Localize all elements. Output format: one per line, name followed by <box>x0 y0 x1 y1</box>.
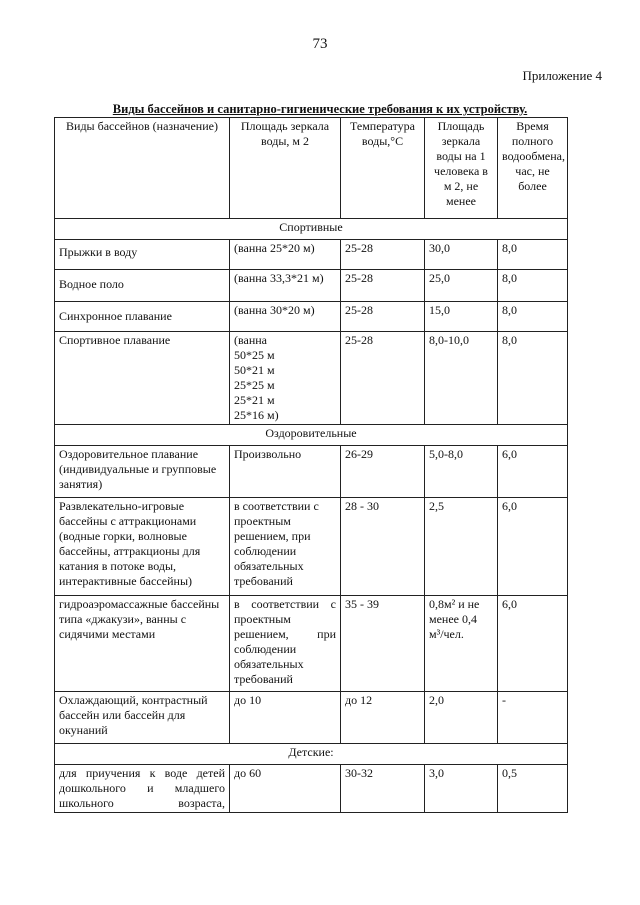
cell-area: до 60 <box>230 765 341 813</box>
cell-exchange: 6,0 <box>498 596 568 692</box>
table-row <box>55 332 568 425</box>
table-row <box>55 765 568 813</box>
table-row <box>55 596 568 692</box>
cell-per-person: 2,5 <box>425 498 498 596</box>
document-title: Виды бассейнов и санитарно-гигиенические требования к их устройству. <box>112 102 528 116</box>
section-row <box>55 219 568 240</box>
cell-temp: 28 - 30 <box>341 498 425 596</box>
cell-type: для приучения к воде детей дошкольного и младшего школьного возраста, <box>55 765 230 813</box>
cell-area: до 10 <box>230 692 341 744</box>
table-row <box>55 302 568 332</box>
cell-type: Развлекательно-игровые бассейны с аттракционами (водные горки, волновые бассейны, аттракционы для катания в потоке воды, интерактивные бассейны) <box>55 498 230 596</box>
cell-type: гидроаэромассажные бассейны типа «джакузи», ванны с сидячими местами <box>55 596 230 692</box>
cell-area: (ванна 25*20 м) <box>230 240 341 270</box>
cell-per-person: 8,0-10,0 <box>425 332 498 425</box>
cell-exchange: 8,0 <box>498 270 568 302</box>
table-row <box>55 498 568 596</box>
cell-per-person: 0,8м² и не менее 0,4 м³/чел. <box>425 596 498 692</box>
cell-type: Охлаждающий, контрастный бассейн или бассейн для окунаний <box>55 692 230 744</box>
cell-exchange: 8,0 <box>498 332 568 425</box>
cell-temp: 30-32 <box>341 765 425 813</box>
cell-per-person: 15,0 <box>425 302 498 332</box>
table-row <box>55 270 568 302</box>
section-title: Оздоровительные <box>55 425 568 446</box>
cell-area: Произвольно <box>230 446 341 498</box>
header-area: Площадь зеркала воды, м 2 <box>230 118 341 219</box>
cell-area: в соответствии с проектным решением, при соблюдении обязательных требований <box>230 498 341 596</box>
cell-temp: 35 - 39 <box>341 596 425 692</box>
cell-temp: 25-28 <box>341 302 425 332</box>
cell-per-person: 30,0 <box>425 240 498 270</box>
cell-type: Водное поло <box>55 270 230 302</box>
header-per-person: Площадь зеркала воды на 1 человека в м 2, не менее <box>425 118 498 219</box>
cell-exchange: 6,0 <box>498 498 568 596</box>
cell-exchange: 6,0 <box>498 446 568 498</box>
cell-area: (ванна 50*25 м 50*21 м 25*25 м 25*21 м 25*16 м) <box>230 332 341 425</box>
cell-exchange: - <box>498 692 568 744</box>
cell-per-person: 2,0 <box>425 692 498 744</box>
cell-type: Оздоровительное плавание (индивидуальные и групповые занятия) <box>55 446 230 498</box>
header-temp: Температура воды,°С <box>341 118 425 219</box>
cell-exchange: 0,5 <box>498 765 568 813</box>
cell-area: в соответствии с проектным решением, при соблюдении обязательных требований <box>230 596 341 692</box>
cell-type: Синхронное плавание <box>55 302 230 332</box>
section-row <box>55 425 568 446</box>
cell-exchange: 8,0 <box>498 240 568 270</box>
cell-type: Спортивное плавание <box>55 332 230 425</box>
header-type: Виды бассейнов (назначение) <box>55 118 230 219</box>
section-title: Детские: <box>55 744 568 765</box>
cell-temp: 25-28 <box>341 270 425 302</box>
cell-area: (ванна 33,3*21 м) <box>230 270 341 302</box>
header-exchange: Время полного водообмена, час, не более <box>498 118 568 219</box>
header-row <box>55 118 568 219</box>
table-row <box>55 446 568 498</box>
cell-temp: 26-29 <box>341 446 425 498</box>
section-row <box>55 744 568 765</box>
cell-per-person: 25,0 <box>425 270 498 302</box>
cell-area: (ванна 30*20 м) <box>230 302 341 332</box>
cell-exchange: 8,0 <box>498 302 568 332</box>
section-title: Спортивные <box>55 219 568 240</box>
cell-per-person: 3,0 <box>425 765 498 813</box>
page-number: 73 <box>312 36 328 52</box>
table-row <box>55 240 568 270</box>
table-row <box>55 692 568 744</box>
cell-type: Прыжки в воду <box>55 240 230 270</box>
cell-temp: 25-28 <box>341 332 425 425</box>
pool-requirements-table <box>54 117 568 813</box>
cell-per-person: 5,0-8,0 <box>425 446 498 498</box>
appendix-label: Приложение 4 <box>522 68 602 83</box>
cell-temp: 25-28 <box>341 240 425 270</box>
cell-temp: до 12 <box>341 692 425 744</box>
